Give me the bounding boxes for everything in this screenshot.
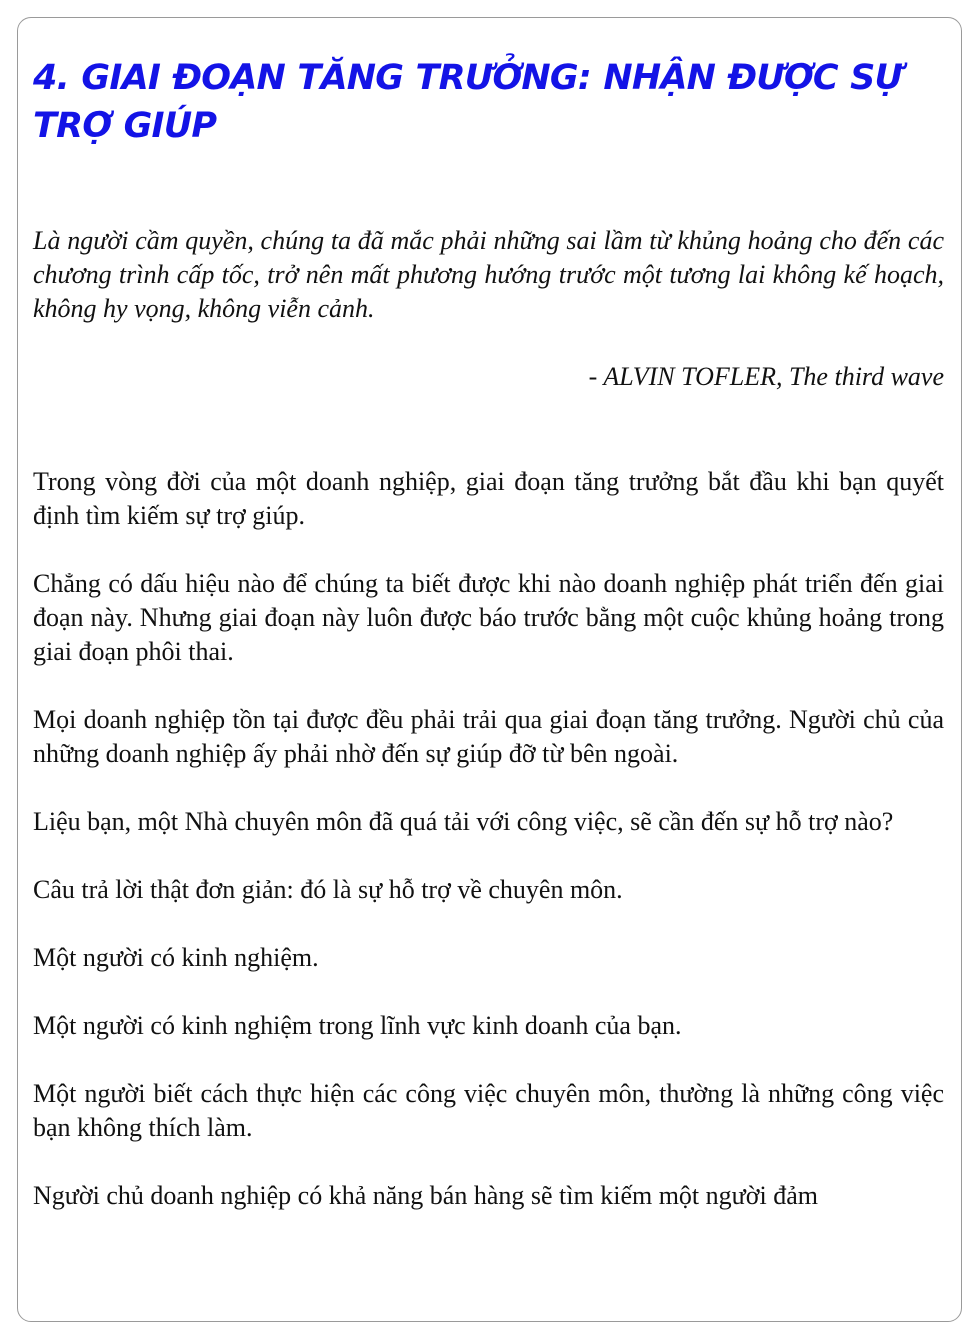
paragraph: Trong vòng đời của một doanh nghiệp, giai đoạn tăng trưởng bắt đầu khi bạn quyết định tìm kiếm sự trợ giúp. — [33, 467, 944, 530]
paragraph: Một người có kinh nghiệm trong lĩnh vực kinh doanh của bạn. — [33, 1011, 682, 1040]
paragraph: Một người có kinh nghiệm. — [33, 943, 319, 972]
paragraph: Người chủ doanh nghiệp có khả năng bán hàng sẽ tìm kiếm một người đảm — [33, 1181, 818, 1210]
chapter-heading: 4. GIAI ĐOẠN TĂNG TRƯỞNG: NHẬN ĐƯỢC SỰ TRỢ GIÚP — [33, 58, 903, 146]
paragraph: Câu trả lời thật đơn giản: đó là sự hỗ trợ về chuyên môn. — [33, 875, 623, 904]
paragraph: Mọi doanh nghiệp tồn tại được đều phải trải qua giai đoạn tăng trưởng. Người chủ của những doanh nghiệp ấy phải nhờ đến sự giúp đỡ từ bên ngoài. — [33, 705, 944, 768]
paragraph: Một người biết cách thực hiện các công việc chuyên môn, thường là những công việc bạn không thích làm. — [33, 1079, 944, 1142]
body-text — [33, 465, 944, 1213]
epigraph-attribution: - ALVIN TOFLER, The third wave — [588, 362, 944, 391]
page-frame — [17, 17, 962, 1322]
paragraph: Liệu bạn, một Nhà chuyên môn đã quá tải với công việc, sẽ cần đến sự hỗ trợ nào? — [33, 807, 894, 836]
epigraph-quote: Là người cầm quyền, chúng ta đã mắc phải những sai lầm từ khủng hoảng cho đến các chương trình cấp tốc, trở nên mất phương hướng trước một tương lai không kế hoạch, không hy vọng, không viễn cảnh. — [33, 226, 944, 323]
paragraph: Chẳng có dấu hiệu nào để chúng ta biết được khi nào doanh nghiệp phát triển đến giai đoạn này. Nhưng giai đoạn này luôn được báo trước bằng một cuộc khủng hoảng trong giai đoạn phôi thai. — [33, 569, 944, 666]
page-content — [33, 54, 944, 1247]
